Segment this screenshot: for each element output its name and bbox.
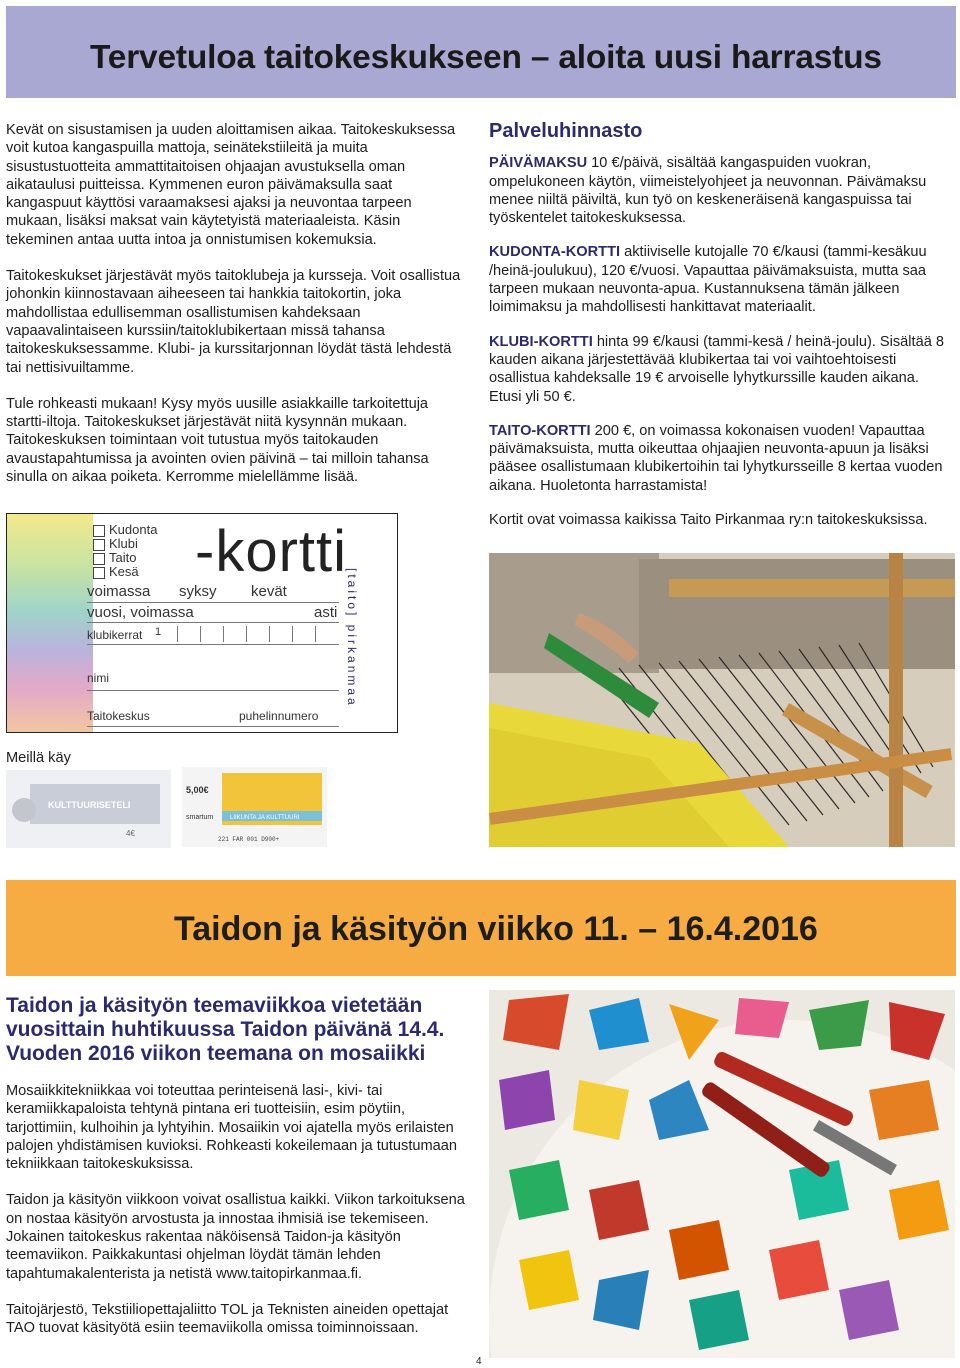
membership-card-image — [6, 513, 398, 733]
page-number: 4 — [476, 1356, 482, 1367]
intro-paragraph-2: Taitokeskukset järjestävät myös taitoklubeja ja kursseja. Voit osallistua johonkin kiinnostavaan aiheeseen tai hankkia taitokortin, joka mahdollistaa edullisemman osallistumisen kahdeksaan vapaavalintaiseen kurssiin/taitoklubikertaan missä tahansa taitokeskuksessamme. Klubi- ja kurssitarjonnan löydät tästä lehdestä tai nettisivuiltamme. — [6, 268, 461, 376]
theme-heading-line: Vuoden 2016 viikon teemana on mosaiikki — [6, 1042, 426, 1065]
pricing-section — [489, 122, 955, 545]
card-line — [87, 644, 339, 645]
card-brand: -kortti — [195, 519, 347, 584]
pricing-key: TAITO-KORTTI — [489, 422, 591, 439]
smartum-value: 5,00€ — [186, 785, 209, 795]
event-banner-title: Taidon ja käsityön viikko 11. – 16.4.2016 — [174, 910, 818, 948]
theme-heading — [6, 994, 476, 1066]
smartum-voucher-image — [182, 767, 327, 847]
card-color-strip — [7, 514, 93, 732]
intro-paragraph-1: Kevät on sisustamisen ja uuden aloittamisen aikaa. Taitokeskuksessa voit kutoa kangaspuilla mattoja, seinätekstiileitä ja muita sisustustuotteita ammattitaitoisen ohjaajan avustuksella oman aikataulusi puitteissa. Kymmenen euron päivämaksulla saat kangaspuut käyttösi varaamaksesi ajaksi ja neuvontaa tarpeen mukaan, lisäksi maksat vain käytetyistä materiaaleista. Käsin tekeminen antaa uutta intoa ja onnistumisen kokemuksia. — [6, 122, 456, 248]
accepted-label: Meillä käy — [6, 750, 71, 766]
card-until-label: asti — [314, 604, 338, 621]
smartum-text: LIIKUNTA JA KULTTUURI — [230, 815, 300, 821]
pricing-text: hinta 99 €/kausi (tammi-kesä / heinä-joulu). Sisältää 8 kauden aikana järjestettävää klubikertaa tai voi vaihtoehtoisesti osallistua kahdeksalle 19 € arvoiselle lyhytkurssille kauden aikana. Etusi yli 50 €. — [489, 333, 944, 405]
card-club-times-label: klubikerrat — [87, 628, 143, 642]
card-year-label: vuosi, voimassa — [87, 604, 194, 621]
theme-heading-line: vuosittain huhtikuussa Taidon päivänä 14.4. — [6, 1018, 445, 1041]
card-season-autumn: syksy — [179, 583, 217, 600]
card-club-number — [201, 626, 224, 642]
theme-paragraph-2: Taidon ja käsityön viikkoon voivat osallistua kaikki. Viikon tarkoituksena on nostaa käsityön arvostusta ja innostaa ihmisiä ise tekemiseen. Jokainen taitokeskus rakentaa näköisensä Taidon-ja käsityön teemaviikon. Paikkakuntasi ohjelman löydät tämän lehden tapahtumakalenterista ja netistä www.taitopirkanmaa.fi. — [6, 1192, 465, 1282]
voucher-value: 4€ — [126, 829, 135, 838]
card-phone-label: puhelinnumero — [239, 709, 319, 723]
theme-paragraph-3: Taitojärjestö, Tekstiiliopettajaliitto TOL ja Teknisten aineiden opettajat TAO tuovat käsityötä esiin teemaviikolla omissa toiminnoissaan. — [6, 1301, 449, 1337]
theme-heading-line: Taidon ja käsityön teemaviikkoa vietetään — [6, 994, 423, 1017]
card-side-logo: [taito] pirkanmaa — [345, 568, 359, 708]
smartum-code: 221 FAR 001 D900+ — [218, 836, 280, 843]
pricing-item-kudonta — [489, 243, 955, 316]
card-club-number — [270, 626, 293, 642]
card-center-label: Taitokeskus — [87, 709, 150, 723]
card-valid-label: voimassa — [87, 583, 151, 600]
pricing-note: Kortit ovat voimassa kaikissa Taito Pirkanmaa ry:n taitokeskuksissa. — [489, 512, 928, 529]
card-checkbox-label: Taito — [109, 550, 137, 565]
culture-voucher-image — [6, 770, 171, 848]
card-name-label: nimi — [87, 671, 110, 685]
card-checkbox-label: Kesä — [109, 564, 139, 579]
card-checkbox-label: Klubi — [109, 536, 138, 551]
theme-paragraph-1: Mosaiikkitekniikkaa voi toteuttaa perinteisenä lasi-, kivi- tai keramiikkapaloista tehtynä pintana eri tuotteisiin, esim pöytiin, tarjottimiin, kulhoihin ja lyhtyihin. Mosaiikin voi ajatella myös erilaisten palojen yhdistämisen kuvioksi. Rohkeasti kokeilemaan ja tutustumaan tekniikkaan taitokeskuksissa. — [6, 1083, 458, 1173]
mosaic-illustration — [489, 990, 955, 1358]
smartum-voucher-illustration — [182, 767, 327, 847]
card-club-number — [178, 626, 201, 642]
pricing-key: KUDONTA-KORTTI — [489, 244, 621, 261]
pricing-title: Palveluhinnasto — [489, 120, 643, 142]
smartum-brand: smartum — [186, 814, 214, 821]
page-title: Tervetuloa taitokeskukseen – aloita uusi harrastus — [90, 39, 882, 76]
pricing-key: PÄIVÄMAKSU — [489, 155, 588, 172]
loom-illustration — [489, 553, 955, 847]
event-banner — [6, 880, 956, 976]
card-line — [87, 622, 339, 623]
pricing-key: KLUBI-KORTTI — [489, 333, 593, 350]
header-bar — [6, 6, 956, 98]
card-club-number — [316, 626, 338, 642]
pricing-text: 10 €/päivä, sisältää kangaspuiden vuokran, ompelukoneen käytön, viimeistelyohjeet ja neuvonnan. Päivämaksu menee niiltä päiviltä, kun työ on keskeneräisenä kangaspuissa tai työskentelet taitokeskuksessa. — [489, 155, 927, 227]
card-club-number — [293, 626, 316, 642]
card-line — [87, 690, 339, 691]
intro-section — [6, 121, 464, 486]
voucher-name: KULTTUURISETELI — [48, 800, 131, 810]
mosaic-photo — [489, 990, 955, 1358]
pricing-text: aktiiviselle kutojalle 70 €/kausi (tammi-kesäkuu /heinä-joulukuu), 120 €/vuosi. Vapauttaa päivämaksuista, mutta saa tarpeen mukaan neuvonta-apua. Kustannuksena tämän jälkeen loimimaksu ja mahdollisesti hankittavat materiaalit. — [489, 244, 927, 316]
culture-voucher-illustration — [6, 770, 171, 848]
card-line — [87, 602, 339, 603]
theme-body — [6, 1082, 476, 1356]
card-season-spring: kevät — [251, 583, 287, 600]
pricing-item-klubi — [489, 333, 955, 406]
card-club-number: 1 — [155, 626, 178, 642]
card-club-boxes — [155, 626, 338, 642]
card-line — [87, 726, 339, 727]
pricing-item-taito — [489, 422, 955, 495]
card-club-number — [224, 626, 247, 642]
pricing-text: 200 €, on voimassa kokonaisen vuoden! Vapauttaa päivämaksuista, mutta oikeuttaa ohjaajien neuvonta-apuun ja lisäksi pääsee osallistumaan klubikertoihin tai lyhytkursseille 8 kertaa vuoden aikana. Huoletonta harrastamista! — [489, 422, 943, 494]
card-club-number — [247, 626, 270, 642]
pricing-item-paivamaksu — [489, 154, 955, 227]
card-checkbox-label: Kudonta — [109, 522, 158, 537]
intro-paragraph-3: Tule rohkeasti mukaan! Kysy myös uusille asiakkaille tarkoitettuja startti-iltoja. Taitokeskukset järjestävät niitä kysynnän mukaan. Taitokeskuksen toimintaan voit tutustua myös taitokauden avaustapahtumissa ja avointen ovien päivinä – tai milloin tahansa sinulla on aikaa poiketa. Kerromme mielellämme lisää. — [6, 395, 429, 486]
loom-weaving-photo — [489, 553, 955, 847]
